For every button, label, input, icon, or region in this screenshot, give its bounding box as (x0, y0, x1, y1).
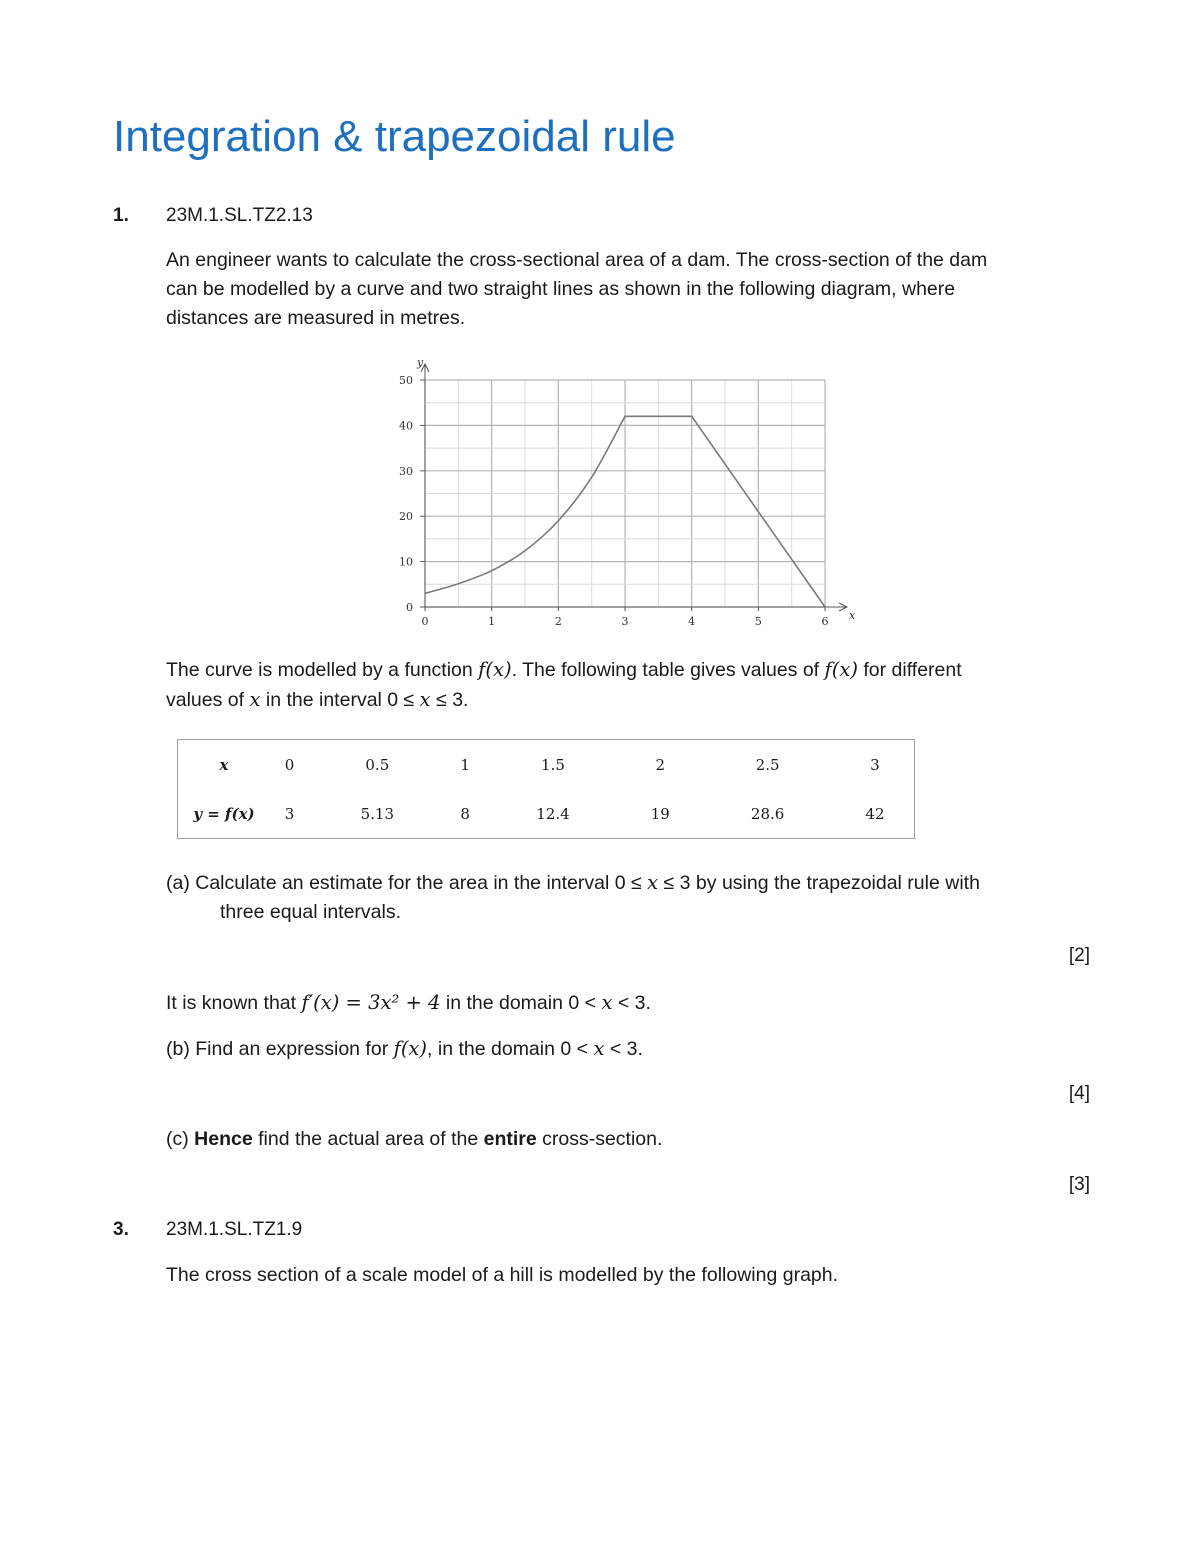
part-c-marks: [3] (1068, 1174, 1090, 1195)
bold-text: entire (483, 1128, 537, 1150)
question-1-code: 23M.1.SL.TZ2.13 (166, 205, 313, 226)
math-x: x (593, 1037, 605, 1060)
chart-axes (416, 356, 856, 622)
x-tick-label: 0 (421, 615, 429, 628)
dam-cross-section-graph (385, 355, 865, 630)
y-tick-label: 50 (399, 374, 413, 387)
text: for different (857, 659, 962, 681)
text: (c) (166, 1128, 195, 1150)
bold-text: Hence (194, 1128, 253, 1150)
math-x: x (419, 688, 431, 711)
text: ≤ 3. (430, 689, 469, 711)
intro-line: distances are measured in metres. (166, 307, 466, 329)
text: , in the domain 0 < (427, 1038, 594, 1060)
y-tick-label: 30 (399, 464, 413, 478)
table-row (178, 740, 914, 789)
text: (a) Calculate an estimate for the area in the interval 0 ≤ (166, 872, 648, 894)
x-tick-label: 2 (554, 615, 562, 628)
x-tick-label: 3 (621, 615, 629, 628)
math-fx: f(x) (393, 1037, 428, 1060)
table-cell: 8 (460, 804, 470, 823)
table-cell: 2 (655, 755, 666, 774)
text: cross-section. (536, 1128, 663, 1150)
table-cell: 5.13 (360, 804, 395, 823)
table-row (178, 789, 914, 838)
table-cell: 3 (870, 755, 880, 774)
known-derivative (166, 988, 1126, 1018)
y-tick-label: 20 (399, 510, 413, 524)
text: . The following table gives values of (511, 659, 825, 681)
y-axis-label: y (417, 356, 424, 369)
text: < 3. (604, 1038, 643, 1060)
text: in the domain 0 < (440, 992, 602, 1014)
question-1-intro (166, 246, 1126, 333)
text: in the interval 0 ≤ (260, 689, 420, 711)
values-table (177, 739, 915, 839)
table-header-y: y = f(x) (193, 804, 255, 823)
table-cell: 2.5 (755, 755, 780, 774)
text: It is known that (166, 992, 302, 1014)
table-cell: 0.5 (365, 755, 390, 774)
part-c (166, 1125, 1126, 1154)
x-tick-label: 4 (688, 615, 696, 628)
math-fx: f(x) (478, 658, 512, 681)
table-cell: 28.6 (750, 804, 785, 823)
y-tick-label: 0 (406, 601, 413, 614)
table-cell: 1 (460, 755, 470, 774)
intro-line: An engineer wants to calculate the cross-sectional area of a dam. The cross-section of the dam (166, 249, 988, 271)
question-1-number: 1. (113, 205, 129, 226)
intro-line: can be modelled by a curve and two straight lines as shown in the following diagram, where (166, 278, 956, 300)
math-x: x (601, 991, 613, 1014)
x-tick-label: 1 (488, 615, 496, 628)
text: (b) Find an expression for (166, 1038, 394, 1060)
y-tick-label: 10 (399, 555, 413, 569)
part-a (166, 868, 1126, 927)
x-axis-label: x (849, 609, 856, 622)
text: find the actual area of the (252, 1128, 484, 1150)
chart-ticks (399, 374, 829, 628)
table-cell: 12.4 (536, 804, 570, 823)
text: ≤ 3 by using the trapezoidal rule with (658, 872, 980, 894)
text: < 3. (612, 992, 651, 1014)
text: values of (166, 689, 250, 711)
part-b-marks: [4] (1068, 1083, 1090, 1104)
table-header-x: x (219, 755, 229, 774)
table-cell: 19 (650, 804, 670, 823)
text: The curve is modelled by a function (166, 659, 479, 681)
part-b (166, 1034, 1126, 1064)
question-3-code: 23M.1.SL.TZ1.9 (166, 1219, 303, 1240)
x-tick-label: 5 (754, 615, 762, 628)
math-x: x (647, 871, 659, 894)
x-tick-label: 6 (821, 615, 829, 628)
question-3-number: 3. (113, 1219, 129, 1240)
math-x: x (249, 688, 261, 711)
table-cell: 3 (284, 804, 295, 823)
y-tick-label: 40 (399, 419, 413, 433)
table-cell: 0 (284, 755, 295, 774)
math-derivative: f′(x) = 3x² + 4 (301, 991, 441, 1014)
table-cell: 42 (865, 804, 885, 823)
math-fx: f(x) (824, 658, 858, 681)
part-a-marks: [2] (1068, 945, 1090, 966)
page-title: Integration & trapezoidal rule (113, 112, 676, 161)
question-3-intro: The cross section of a scale model of a hill is modelled by the following graph. (166, 1264, 839, 1286)
curve-description (166, 655, 1126, 715)
table-cell: 1.5 (541, 755, 565, 774)
text: three equal intervals. (220, 901, 402, 923)
